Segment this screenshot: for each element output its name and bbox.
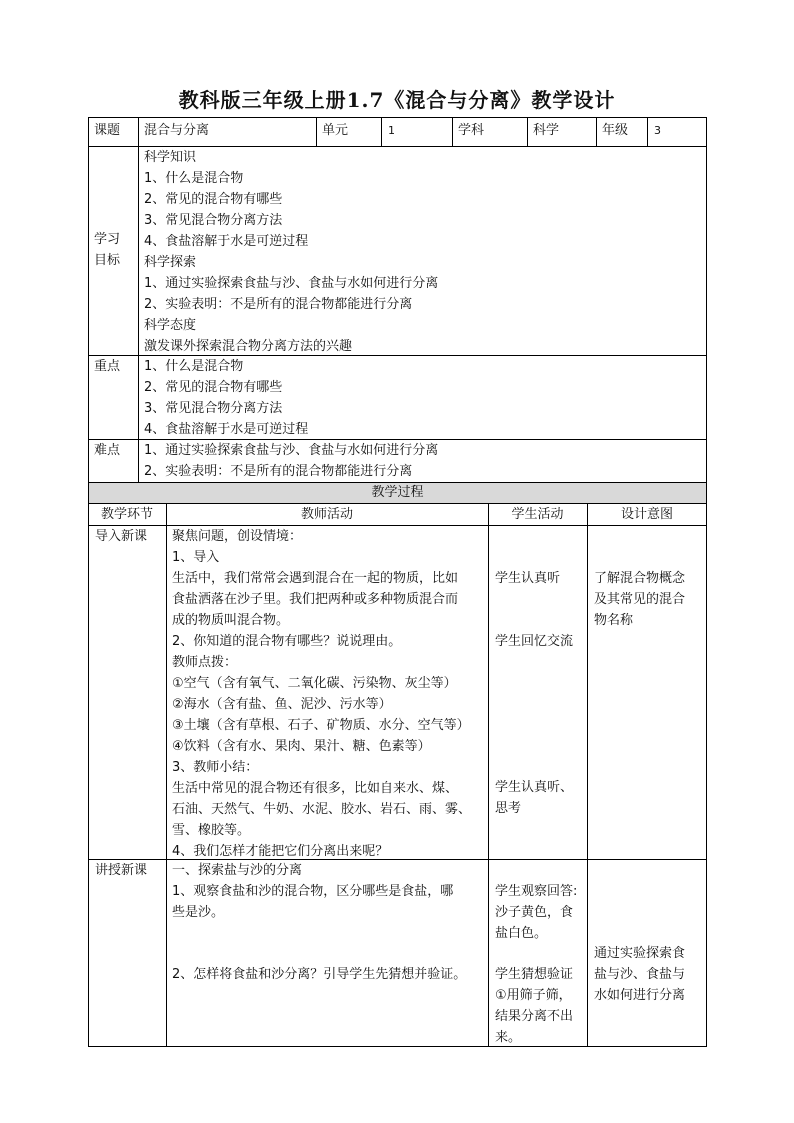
lecture-student-activity-b xyxy=(495,964,573,1048)
student-line: 沙子黄色，食 xyxy=(495,905,574,920)
goals-line: 3、常见混合物分离方法 xyxy=(144,213,283,228)
teacher-line: 石油、天然气、牛奶、水泥、胶水、岩石、雨、雾、 xyxy=(172,802,472,817)
student-line: 结果分离不出 xyxy=(495,1009,574,1024)
document-title: 教科版三年级上册1.7《混合与分离》教学设计 xyxy=(178,88,616,112)
goals-line: 科学态度 xyxy=(144,318,197,333)
subject-label: 学科 xyxy=(458,123,485,138)
teacher-line: 雪、橡胶等。 xyxy=(172,823,251,838)
teacher-line: ④饮料（含有水、果肉、果汁、糖、色素等） xyxy=(172,739,431,754)
key-point-line: 1、什么是混合物 xyxy=(144,359,244,374)
goals-label-line2: 目标 xyxy=(94,253,121,268)
key-point-line: 4、食盐溶解于水是可逆过程 xyxy=(144,422,309,437)
intent-line: 及其常见的混合 xyxy=(594,592,686,607)
teacher-line: 些是沙。 xyxy=(172,905,225,920)
intro-teacher-activity xyxy=(172,526,471,862)
lecture-teacher-activity-a xyxy=(172,860,453,923)
teacher-line: 1、导入 xyxy=(172,550,220,565)
student-line: 来。 xyxy=(495,1030,522,1045)
teacher-line: ①空气（含有氧气、二氧化碳、污染物、灰尘等） xyxy=(172,676,457,691)
intent-line: 物名称 xyxy=(594,613,634,628)
teacher-line: 生活中常见的混合物还有很多，比如自来水、煤、 xyxy=(172,781,459,796)
teacher-line: 食盐洒落在沙子里。我们把两种或多种物质混合而 xyxy=(172,592,459,607)
goals-line: 科学知识 xyxy=(144,150,197,165)
intro-design-intent xyxy=(594,568,685,631)
teacher-line: 4、我们怎样才能把它们分离出来呢？ xyxy=(172,844,389,859)
goals-label-line1: 学习 xyxy=(94,232,121,247)
teacher-line: ③土壤（含有草根、石子、矿物质、水分、空气等） xyxy=(172,718,470,733)
col-header-intent: 设计意图 xyxy=(620,507,673,522)
student-line: 盐白色。 xyxy=(495,926,548,941)
difficulties-list xyxy=(144,440,438,482)
student-line: 学生观察回答: xyxy=(495,884,578,899)
unit-label: 单元 xyxy=(322,123,349,138)
goals-list xyxy=(144,147,438,357)
intro-student-activity-3b: 思考 xyxy=(495,801,522,816)
goals-line: 2、常见的混合物有哪些 xyxy=(144,192,283,207)
unit-value: 1 xyxy=(388,124,395,137)
grade-label: 年级 xyxy=(602,123,629,138)
difficulties-label: 难点 xyxy=(94,443,121,458)
subject-value: 科学 xyxy=(533,123,560,138)
intro-student-activity-3a: 学生认真听、 xyxy=(495,780,574,795)
goals-line: 科学探索 xyxy=(144,255,197,270)
lecture-design-intent xyxy=(594,943,685,1006)
topic-value: 混合与分离 xyxy=(144,123,210,138)
intro-stage-label: 导入新课 xyxy=(95,529,148,544)
lecture-student-activity-a xyxy=(495,881,577,944)
teacher-line: 生活中，我们常常会遇到混合在一起的物质，比如 xyxy=(172,571,459,586)
key-points-list xyxy=(144,356,308,440)
goals-line: 激发课外探索混合物分离方法的兴趣 xyxy=(144,339,353,354)
col-header-student: 学生活动 xyxy=(511,507,564,522)
intent-line: 通过实验探索食 xyxy=(594,946,686,961)
process-title: 教学过程 xyxy=(371,485,424,500)
key-points-label: 重点 xyxy=(94,359,121,374)
col-header-teacher: 教师活动 xyxy=(300,507,353,522)
col-header-stage: 教学环节 xyxy=(100,507,153,522)
teacher-line: 2、你知道的混合物有哪些？说说理由。 xyxy=(172,634,402,649)
lecture-stage-label: 讲授新课 xyxy=(95,863,148,878)
grade-value: 3 xyxy=(654,124,661,137)
teacher-line: 3、教师小结： xyxy=(172,760,259,775)
intro-student-activity-2: 学生回忆交流 xyxy=(495,634,574,649)
difficulty-line: 2、实验表明：不是所有的混合物都能进行分离 xyxy=(144,464,413,479)
goals-line: 2、实验表明：不是所有的混合物都能进行分离 xyxy=(144,297,413,312)
key-point-line: 2、常见的混合物有哪些 xyxy=(144,380,283,395)
intro-student-activity-1: 学生认真听 xyxy=(495,571,561,586)
topic-label: 课题 xyxy=(94,123,121,138)
teacher-line: ②海水（含有盐、鱼、泥沙、污水等） xyxy=(172,697,392,712)
teacher-line: 一、探索盐与沙的分离 xyxy=(172,863,303,878)
teacher-line: 聚焦问题，创设情境： xyxy=(172,529,303,544)
intent-line: 水如何进行分离 xyxy=(594,988,686,1003)
teacher-line: 1、观察食盐和沙的混合物，区分哪些是食盐，哪 xyxy=(172,884,454,899)
student-line: 学生猜想验证 xyxy=(495,967,574,982)
lecture-teacher-activity-b: 2、怎样将食盐和沙分离？引导学生先猜想并验证。 xyxy=(172,967,467,982)
teacher-line: 成的物质叫混合物。 xyxy=(172,613,290,628)
intent-line: 盐与沙、食盐与 xyxy=(594,967,686,982)
goals-line: 1、什么是混合物 xyxy=(144,171,244,186)
intent-line: 了解混合物概念 xyxy=(594,571,686,586)
goals-line: 4、食盐溶解于水是可逆过程 xyxy=(144,234,309,249)
goals-line: 1、通过实验探索食盐与沙、食盐与水如何进行分离 xyxy=(144,276,439,291)
teacher-line: 教师点拨： xyxy=(172,655,238,670)
student-line: ①用筛子筛， xyxy=(495,988,572,1003)
difficulty-line: 1、通过实验探索食盐与沙、食盐与水如何进行分离 xyxy=(144,443,439,458)
key-point-line: 3、常见混合物分离方法 xyxy=(144,401,283,416)
